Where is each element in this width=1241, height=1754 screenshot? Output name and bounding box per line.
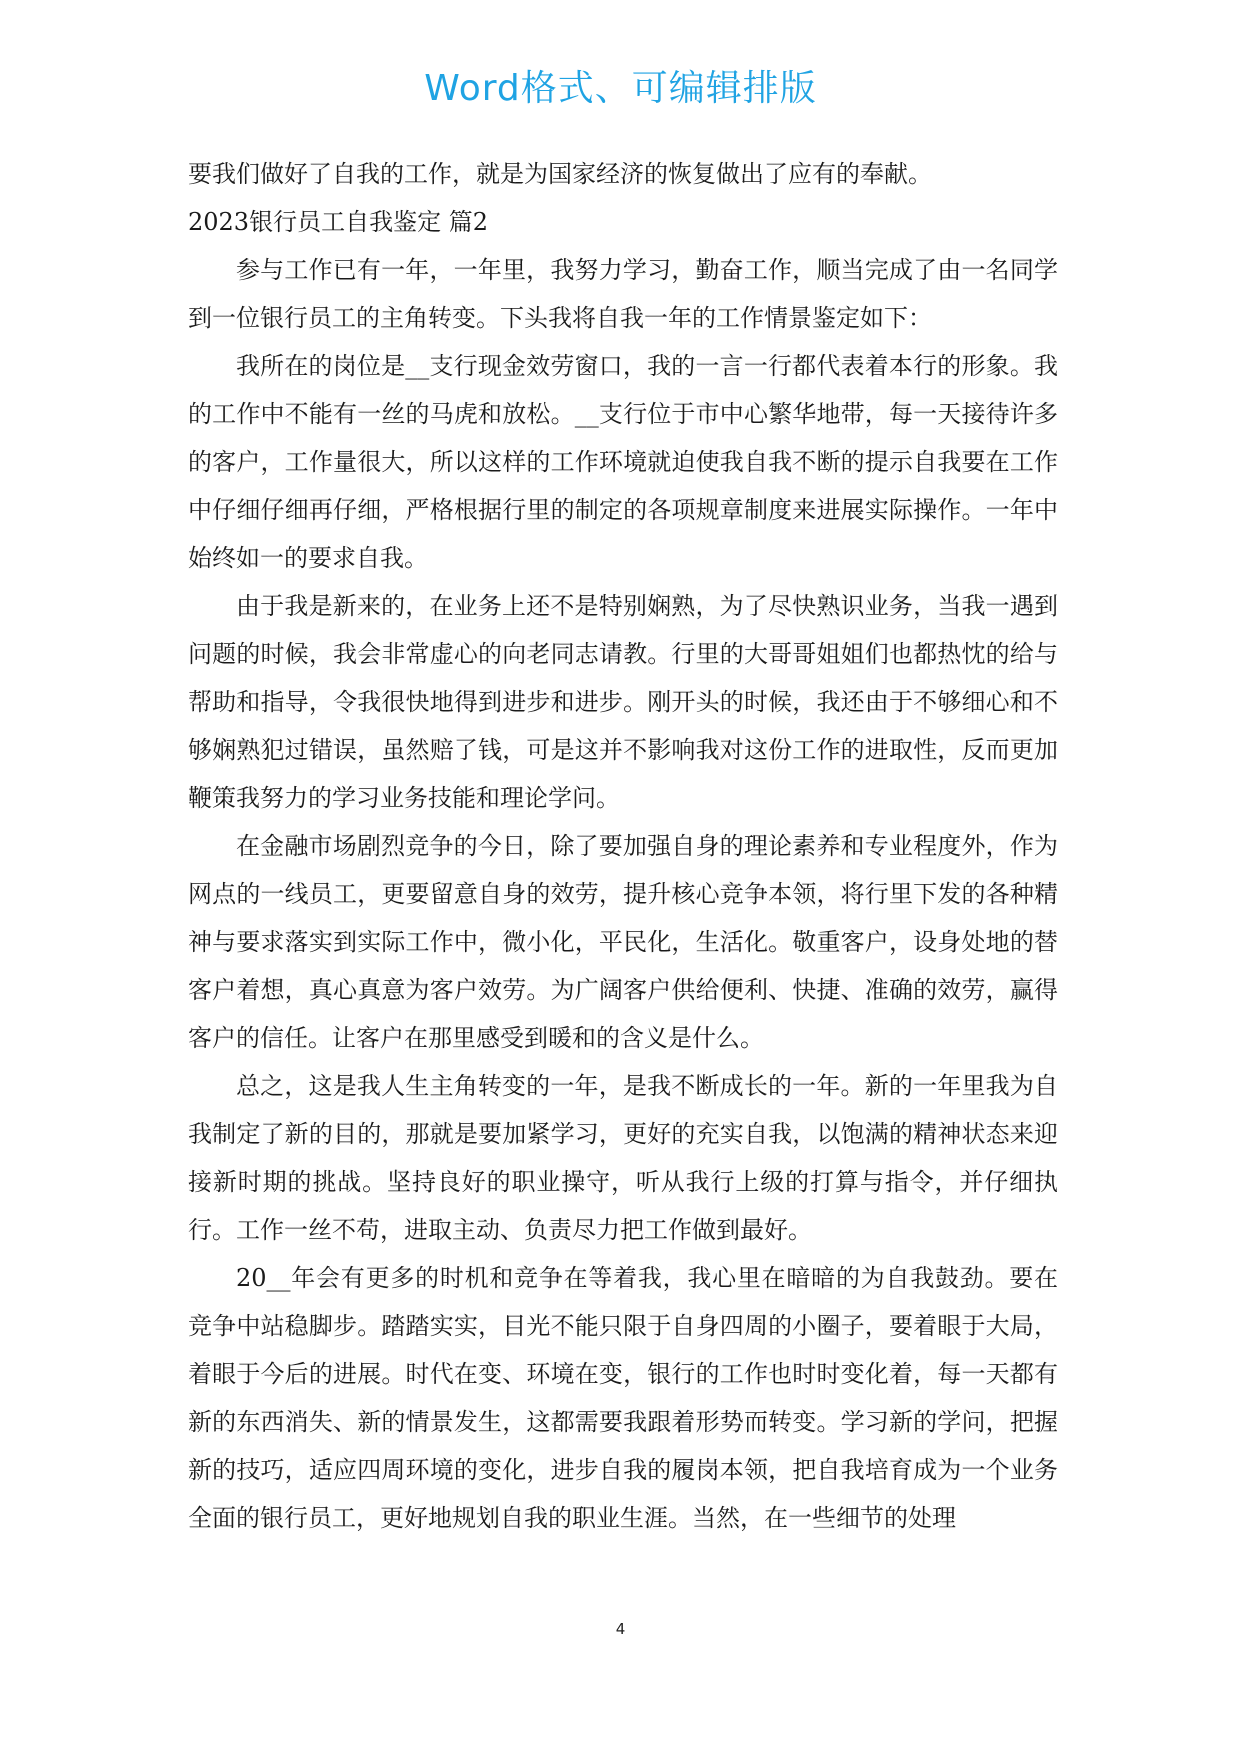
document-body — [188, 150, 1058, 1542]
paragraph: 在金融市场剧烈竞争的今日，除了要加强自身的理论素养和专业程度外，作为网点的一线员工，更要留意自身的效劳，提升核心竞争本领，将行里下发的各种精神与要求落实到实际工作中，微小化，平民化，生活化。敬重客户，设身处地的替客户着想，真心真意为客户效劳。为广阔客户供给便利、快捷、准确的效劳，赢得客户的信任。让客户在那里感受到暖和的含义是什么。 — [188, 832, 1058, 1052]
page-number: 4 — [615, 1620, 626, 1638]
paragraph: 我所在的岗位是__支行现金效劳窗口，我的一言一行都代表着本行的形象。我的工作中不能有一丝的马虎和放松。__支行位于市中心繁华地带，每一天接待许多的客户，工作量很大，所以这样的工作环境就迫使我自我不断的提示自我要在工作中仔细仔细再仔细，严格根据行里的制定的各项规章制度来进展实际操作。一年中始终如一的要求自我。 — [188, 352, 1058, 572]
paragraph: 总之，这是我人生主角转变的一年，是我不断成长的一年。新的一年里我为自我制定了新的目的，那就是要加紧学习，更好的充实自我，以饱满的精神状态来迎接新时期的挑战。坚持良好的职业操守，听从我行上级的打算与指令，并仔细执行。工作一丝不苟，进取主动、负责尽力把工作做到最好。 — [188, 1072, 1058, 1244]
paragraph-continuation: 要我们做好了自我的工作，就是为国家经济的恢复做出了应有的奉献。 — [188, 160, 932, 188]
document-header-title: Word格式、可编辑排版 — [424, 68, 817, 109]
paragraph: 20__年会有更多的时机和竞争在等着我，我心里在暗暗的为自我鼓劲。要在竞争中站稳脚步。踏踏实实，目光不能只限于自身四周的小圈子，要着眼于大局，着眼于今后的进展。时代在变、环境在变，银行的工作也时时变化着，每一天都有新的东西消失、新的情景发生，这都需要我跟着形势而转变。学习新的学问，把握新的技巧，适应四周环境的变化，进步自我的履岗本领，把自我培育成为一个业务全面的银行员工，更好地规划自我的职业生涯。当然，在一些细节的处理 — [188, 1264, 1058, 1532]
section-heading: 2023银行员工自我鉴定 篇2 — [188, 208, 488, 236]
paragraph: 由于我是新来的，在业务上还不是特别娴熟，为了尽快熟识业务，当我一遇到问题的时候，我会非常虚心的向老同志请教。行里的大哥哥姐姐们也都热忱的给与帮助和指导，令我很快地得到进步和进步。刚开头的时候，我还由于不够细心和不够娴熟犯过错误，虽然赔了钱，可是这并不影响我对这份工作的进取性，反而更加鞭策我努力的学习业务技能和理论学问。 — [188, 592, 1058, 812]
paragraph: 参与工作已有一年，一年里，我努力学习，勤奋工作，顺当完成了由一名同学到一位银行员工的主角转变。下头我将自我一年的工作情景鉴定如下： — [188, 256, 1058, 332]
